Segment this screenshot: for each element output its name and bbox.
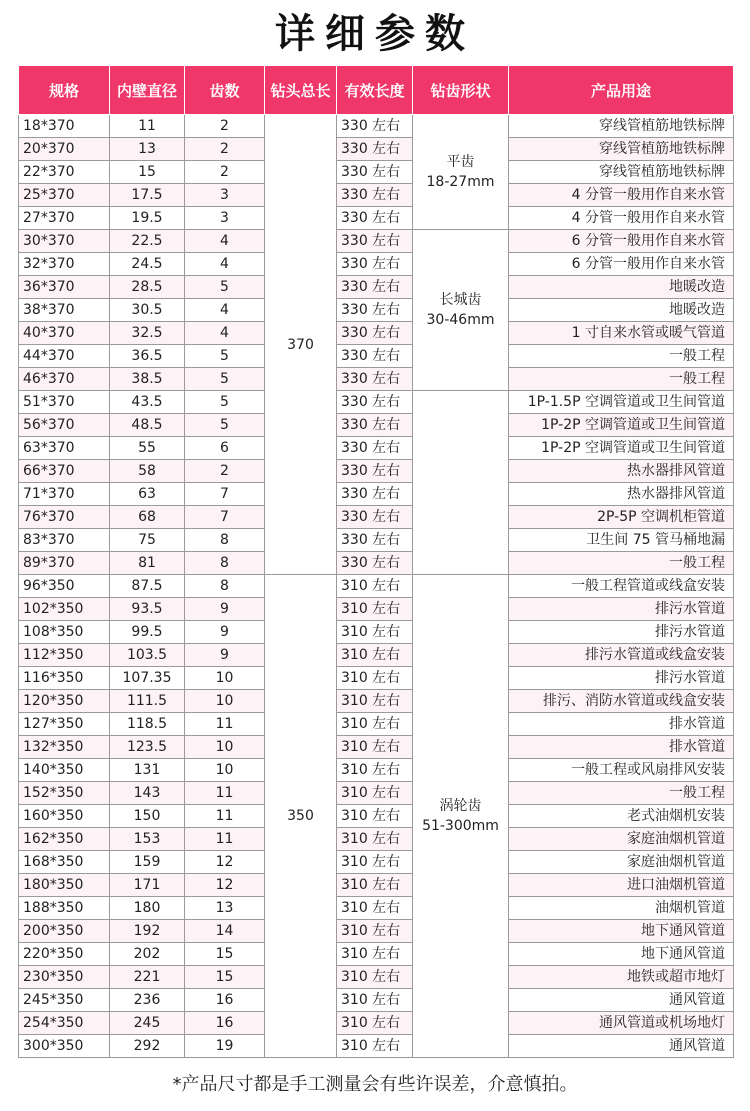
header-total-length: 钻头总长 (265, 66, 337, 115)
cell-tooth-count: 2 (185, 115, 265, 138)
cell-inner-diameter: 19.5 (110, 207, 185, 230)
cell-effective-length: 330 左右 (337, 184, 413, 207)
cell-effective-length: 310 左右 (337, 644, 413, 667)
cell-spec: 230*350 (19, 966, 110, 989)
cell-usage: 地暖改造 (509, 299, 734, 322)
cell-inner-diameter: 123.5 (110, 736, 185, 759)
cell-tooth-count: 10 (185, 759, 265, 782)
cell-tooth-count: 10 (185, 736, 265, 759)
table-row (19, 299, 734, 322)
footnote: *产品尺寸都是手工测量会有些许误差，介意慎拍。 (172, 1074, 578, 1095)
cell-spec: 120*350 (19, 690, 110, 713)
table-header-row (19, 66, 734, 115)
cell-effective-length: 330 左右 (337, 161, 413, 184)
cell-spec: 300*350 (19, 1035, 110, 1058)
cell-spec: 32*370 (19, 253, 110, 276)
table-row (19, 414, 734, 437)
cell-tooth-shape (413, 391, 509, 575)
cell-tooth-count: 16 (185, 1012, 265, 1035)
cell-tooth-count: 4 (185, 230, 265, 253)
table-row (19, 966, 734, 989)
cell-spec: 200*350 (19, 920, 110, 943)
cell-inner-diameter: 192 (110, 920, 185, 943)
cell-effective-length: 330 左右 (337, 207, 413, 230)
cell-inner-diameter: 202 (110, 943, 185, 966)
cell-usage: 热水器排风管道 (509, 460, 734, 483)
table-row (19, 115, 734, 138)
cell-tooth-count: 4 (185, 253, 265, 276)
table-row (19, 437, 734, 460)
cell-spec: 116*350 (19, 667, 110, 690)
cell-usage: 通风管道 (509, 1035, 734, 1058)
cell-effective-length: 330 左右 (337, 345, 413, 368)
cell-inner-diameter: 55 (110, 437, 185, 460)
cell-spec: 127*350 (19, 713, 110, 736)
cell-spec: 76*370 (19, 506, 110, 529)
cell-tooth-count: 3 (185, 207, 265, 230)
cell-usage: 排水管道 (509, 713, 734, 736)
table-row (19, 184, 734, 207)
cell-spec: 102*350 (19, 598, 110, 621)
cell-usage: 老式油烟机安装 (509, 805, 734, 828)
cell-effective-length: 330 左右 (337, 138, 413, 161)
cell-usage: 油烟机管道 (509, 897, 734, 920)
table-row (19, 1012, 734, 1035)
cell-tooth-count: 6 (185, 437, 265, 460)
cell-spec: 180*350 (19, 874, 110, 897)
cell-spec: 38*370 (19, 299, 110, 322)
cell-inner-diameter: 22.5 (110, 230, 185, 253)
table-row (19, 736, 734, 759)
cell-effective-length: 310 左右 (337, 713, 413, 736)
cell-effective-length: 330 左右 (337, 230, 413, 253)
cell-effective-length: 310 左右 (337, 966, 413, 989)
cell-spec: 96*350 (19, 575, 110, 598)
cell-usage: 排污水管道 (509, 598, 734, 621)
cell-inner-diameter: 153 (110, 828, 185, 851)
table-row (19, 782, 734, 805)
cell-effective-length: 310 左右 (337, 897, 413, 920)
table-row (19, 644, 734, 667)
table-row (19, 828, 734, 851)
cell-usage: 地暖改造 (509, 276, 734, 299)
cell-effective-length: 310 左右 (337, 782, 413, 805)
table-row (19, 506, 734, 529)
cell-usage: 一般工程 (509, 552, 734, 575)
cell-inner-diameter: 75 (110, 529, 185, 552)
cell-inner-diameter: 30.5 (110, 299, 185, 322)
cell-inner-diameter: 58 (110, 460, 185, 483)
cell-inner-diameter: 180 (110, 897, 185, 920)
cell-inner-diameter: 15 (110, 161, 185, 184)
cell-spec: 132*350 (19, 736, 110, 759)
cell-usage: 穿线管植筋地铁标牌 (509, 115, 734, 138)
cell-effective-length: 330 左右 (337, 368, 413, 391)
cell-inner-diameter: 236 (110, 989, 185, 1012)
cell-tooth-count: 9 (185, 621, 265, 644)
table-row (19, 322, 734, 345)
cell-inner-diameter: 11 (110, 115, 185, 138)
cell-effective-length: 310 左右 (337, 1035, 413, 1058)
header-tooth-shape: 钻齿形状 (413, 66, 509, 115)
cell-spec: 20*370 (19, 138, 110, 161)
table-row (19, 759, 734, 782)
cell-spec: 162*350 (19, 828, 110, 851)
cell-spec: 40*370 (19, 322, 110, 345)
cell-spec: 71*370 (19, 483, 110, 506)
table-row (19, 598, 734, 621)
cell-usage: 地下通风管道 (509, 920, 734, 943)
cell-spec: 27*370 (19, 207, 110, 230)
cell-effective-length: 330 左右 (337, 460, 413, 483)
cell-usage: 穿线管植筋地铁标牌 (509, 138, 734, 161)
cell-effective-length: 330 左右 (337, 529, 413, 552)
cell-tooth-count: 11 (185, 713, 265, 736)
cell-effective-length: 330 左右 (337, 391, 413, 414)
cell-spec: 152*350 (19, 782, 110, 805)
cell-inner-diameter: 43.5 (110, 391, 185, 414)
table-row (19, 391, 734, 414)
cell-spec: 63*370 (19, 437, 110, 460)
cell-inner-diameter: 93.5 (110, 598, 185, 621)
cell-usage: 1P-2P 空调管道或卫生间管道 (509, 414, 734, 437)
cell-tooth-count: 15 (185, 966, 265, 989)
cell-inner-diameter: 103.5 (110, 644, 185, 667)
cell-tooth-count: 14 (185, 920, 265, 943)
header-tooth-count: 齿数 (185, 66, 265, 115)
cell-inner-diameter: 24.5 (110, 253, 185, 276)
cell-tooth-shape (413, 575, 509, 1058)
cell-effective-length: 310 左右 (337, 621, 413, 644)
cell-usage: 排污水管道 (509, 667, 734, 690)
tooth-shape-range: 18-27mm (426, 174, 495, 190)
cell-tooth-count: 2 (185, 460, 265, 483)
cell-inner-diameter: 111.5 (110, 690, 185, 713)
cell-inner-diameter: 118.5 (110, 713, 185, 736)
cell-effective-length: 330 左右 (337, 506, 413, 529)
cell-tooth-count: 4 (185, 299, 265, 322)
cell-effective-length: 330 左右 (337, 276, 413, 299)
table-row (19, 529, 734, 552)
table-row (19, 920, 734, 943)
cell-usage: 一般工程管道或线盒安装 (509, 575, 734, 598)
cell-effective-length: 330 左右 (337, 299, 413, 322)
cell-usage: 地铁或超市地灯 (509, 966, 734, 989)
cell-spec: 254*350 (19, 1012, 110, 1035)
table-row (19, 368, 734, 391)
cell-tooth-count: 9 (185, 598, 265, 621)
cell-usage: 一般工程或风扇排风安装 (509, 759, 734, 782)
cell-effective-length: 310 左右 (337, 920, 413, 943)
cell-usage: 家庭油烟机管道 (509, 828, 734, 851)
cell-inner-diameter: 99.5 (110, 621, 185, 644)
cell-usage: 排污水管道或线盒安装 (509, 644, 734, 667)
cell-usage: 通风管道或机场地灯 (509, 1012, 734, 1035)
cell-spec: 140*350 (19, 759, 110, 782)
cell-tooth-count: 8 (185, 529, 265, 552)
table-row (19, 1035, 734, 1058)
cell-effective-length: 310 左右 (337, 989, 413, 1012)
tooth-shape-name: 平齿 (446, 154, 475, 170)
cell-tooth-shape (413, 230, 509, 391)
table-row (19, 575, 734, 598)
cell-usage: 进口油烟机管道 (509, 874, 734, 897)
cell-tooth-count: 5 (185, 345, 265, 368)
cell-effective-length: 330 左右 (337, 115, 413, 138)
cell-inner-diameter: 159 (110, 851, 185, 874)
table-row (19, 851, 734, 874)
cell-usage: 1P-2P 空调管道或卫生间管道 (509, 437, 734, 460)
cell-effective-length: 310 左右 (337, 1012, 413, 1035)
cell-usage: 1P-1.5P 空调管道或卫生间管道 (509, 391, 734, 414)
cell-tooth-shape (413, 115, 509, 230)
cell-inner-diameter: 143 (110, 782, 185, 805)
cell-inner-diameter: 38.5 (110, 368, 185, 391)
cell-usage: 4 分管一般用作自来水管 (509, 207, 734, 230)
table-row (19, 253, 734, 276)
header-spec: 规格 (19, 66, 110, 115)
cell-inner-diameter: 292 (110, 1035, 185, 1058)
cell-tooth-count: 5 (185, 276, 265, 299)
cell-inner-diameter: 87.5 (110, 575, 185, 598)
cell-effective-length: 310 左右 (337, 851, 413, 874)
cell-tooth-count: 3 (185, 184, 265, 207)
cell-usage: 排污水管道 (509, 621, 734, 644)
table-row (19, 713, 734, 736)
cell-tooth-count: 10 (185, 690, 265, 713)
cell-usage: 卫生间 75 管马桶地漏 (509, 529, 734, 552)
cell-spec: 25*370 (19, 184, 110, 207)
cell-effective-length: 330 左右 (337, 552, 413, 575)
cell-spec: 56*370 (19, 414, 110, 437)
table-row (19, 897, 734, 920)
cell-spec: 108*350 (19, 621, 110, 644)
cell-usage: 地下通风管道 (509, 943, 734, 966)
table-row (19, 230, 734, 253)
cell-usage: 热水器排风管道 (509, 483, 734, 506)
cell-effective-length: 310 左右 (337, 690, 413, 713)
cell-spec: 36*370 (19, 276, 110, 299)
cell-inner-diameter: 48.5 (110, 414, 185, 437)
cell-inner-diameter: 221 (110, 966, 185, 989)
cell-usage: 一般工程 (509, 782, 734, 805)
cell-tooth-count: 7 (185, 483, 265, 506)
cell-spec: 168*350 (19, 851, 110, 874)
cell-tooth-count: 11 (185, 805, 265, 828)
cell-spec: 44*370 (19, 345, 110, 368)
cell-tooth-count: 8 (185, 575, 265, 598)
tooth-shape-name: 长城齿 (439, 292, 482, 308)
cell-effective-length: 310 左右 (337, 943, 413, 966)
cell-tooth-count: 13 (185, 897, 265, 920)
cell-effective-length: 330 左右 (337, 483, 413, 506)
table-row (19, 805, 734, 828)
cell-effective-length: 330 左右 (337, 414, 413, 437)
cell-inner-diameter: 32.5 (110, 322, 185, 345)
cell-inner-diameter: 150 (110, 805, 185, 828)
header-effective-length: 有效长度 (337, 66, 413, 115)
cell-effective-length: 310 左右 (337, 828, 413, 851)
table-row (19, 621, 734, 644)
cell-spec: 89*370 (19, 552, 110, 575)
cell-tooth-count: 12 (185, 874, 265, 897)
cell-usage: 6 分管一般用作自来水管 (509, 230, 734, 253)
table-body (19, 115, 734, 1058)
table-row (19, 161, 734, 184)
header-inner-diameter: 内壁直径 (110, 66, 185, 115)
cell-spec: 83*370 (19, 529, 110, 552)
cell-inner-diameter: 131 (110, 759, 185, 782)
cell-inner-diameter: 245 (110, 1012, 185, 1035)
cell-effective-length: 330 左右 (337, 322, 413, 345)
cell-tooth-count: 2 (185, 161, 265, 184)
cell-usage: 一般工程 (509, 368, 734, 391)
cell-effective-length: 310 左右 (337, 736, 413, 759)
cell-tooth-count: 4 (185, 322, 265, 345)
cell-usage: 排污、消防水管道或线盒安装 (509, 690, 734, 713)
cell-inner-diameter: 81 (110, 552, 185, 575)
tooth-shape-range: 51-300mm (422, 818, 499, 834)
cell-tooth-count: 16 (185, 989, 265, 1012)
cell-usage: 2P-5P 空调机柜管道 (509, 506, 734, 529)
table-row (19, 943, 734, 966)
cell-spec: 51*370 (19, 391, 110, 414)
cell-usage: 1 寸自来水管或暖气管道 (509, 322, 734, 345)
cell-usage: 通风管道 (509, 989, 734, 1012)
table-row (19, 989, 734, 1012)
table-row (19, 207, 734, 230)
table-row (19, 138, 734, 161)
cell-effective-length: 310 左右 (337, 667, 413, 690)
cell-usage: 家庭油烟机管道 (509, 851, 734, 874)
cell-tooth-count: 5 (185, 391, 265, 414)
table-row (19, 345, 734, 368)
page-title: 详细参数 (275, 11, 475, 57)
cell-usage: 排水管道 (509, 736, 734, 759)
cell-usage: 4 分管一般用作自来水管 (509, 184, 734, 207)
cell-spec: 46*370 (19, 368, 110, 391)
cell-tooth-count: 10 (185, 667, 265, 690)
table-row (19, 690, 734, 713)
cell-spec: 220*350 (19, 943, 110, 966)
cell-inner-diameter: 28.5 (110, 276, 185, 299)
cell-total-length: 370 (265, 115, 337, 575)
cell-inner-diameter: 17.5 (110, 184, 185, 207)
cell-total-length: 350 (265, 575, 337, 1058)
cell-effective-length: 310 左右 (337, 874, 413, 897)
cell-effective-length: 310 左右 (337, 805, 413, 828)
cell-effective-length: 310 左右 (337, 598, 413, 621)
cell-usage: 穿线管植筋地铁标牌 (509, 161, 734, 184)
cell-effective-length: 330 左右 (337, 437, 413, 460)
spec-table (18, 65, 734, 1058)
cell-spec: 112*350 (19, 644, 110, 667)
cell-tooth-count: 15 (185, 943, 265, 966)
table-row (19, 483, 734, 506)
table-row (19, 276, 734, 299)
cell-tooth-count: 5 (185, 368, 265, 391)
cell-inner-diameter: 13 (110, 138, 185, 161)
cell-spec: 18*370 (19, 115, 110, 138)
cell-spec: 188*350 (19, 897, 110, 920)
cell-spec: 160*350 (19, 805, 110, 828)
cell-spec: 66*370 (19, 460, 110, 483)
tooth-shape-range: 30-46mm (426, 312, 495, 328)
cell-spec: 245*350 (19, 989, 110, 1012)
table-row (19, 874, 734, 897)
cell-tooth-count: 7 (185, 506, 265, 529)
table-row (19, 667, 734, 690)
cell-usage: 6 分管一般用作自来水管 (509, 253, 734, 276)
tooth-shape-name: 涡轮齿 (439, 798, 482, 814)
cell-tooth-count: 9 (185, 644, 265, 667)
table-row (19, 460, 734, 483)
cell-inner-diameter: 171 (110, 874, 185, 897)
cell-spec: 30*370 (19, 230, 110, 253)
cell-tooth-count: 12 (185, 851, 265, 874)
cell-tooth-count: 11 (185, 782, 265, 805)
cell-effective-length: 310 左右 (337, 575, 413, 598)
cell-inner-diameter: 63 (110, 483, 185, 506)
cell-effective-length: 310 左右 (337, 759, 413, 782)
cell-effective-length: 330 左右 (337, 253, 413, 276)
cell-inner-diameter: 107.35 (110, 667, 185, 690)
cell-inner-diameter: 68 (110, 506, 185, 529)
header-usage: 产品用途 (509, 66, 734, 115)
cell-tooth-count: 5 (185, 414, 265, 437)
cell-tooth-count: 19 (185, 1035, 265, 1058)
cell-spec: 22*370 (19, 161, 110, 184)
cell-usage: 一般工程 (509, 345, 734, 368)
cell-tooth-count: 11 (185, 828, 265, 851)
cell-inner-diameter: 36.5 (110, 345, 185, 368)
cell-tooth-count: 2 (185, 138, 265, 161)
cell-tooth-count: 8 (185, 552, 265, 575)
table-row (19, 552, 734, 575)
